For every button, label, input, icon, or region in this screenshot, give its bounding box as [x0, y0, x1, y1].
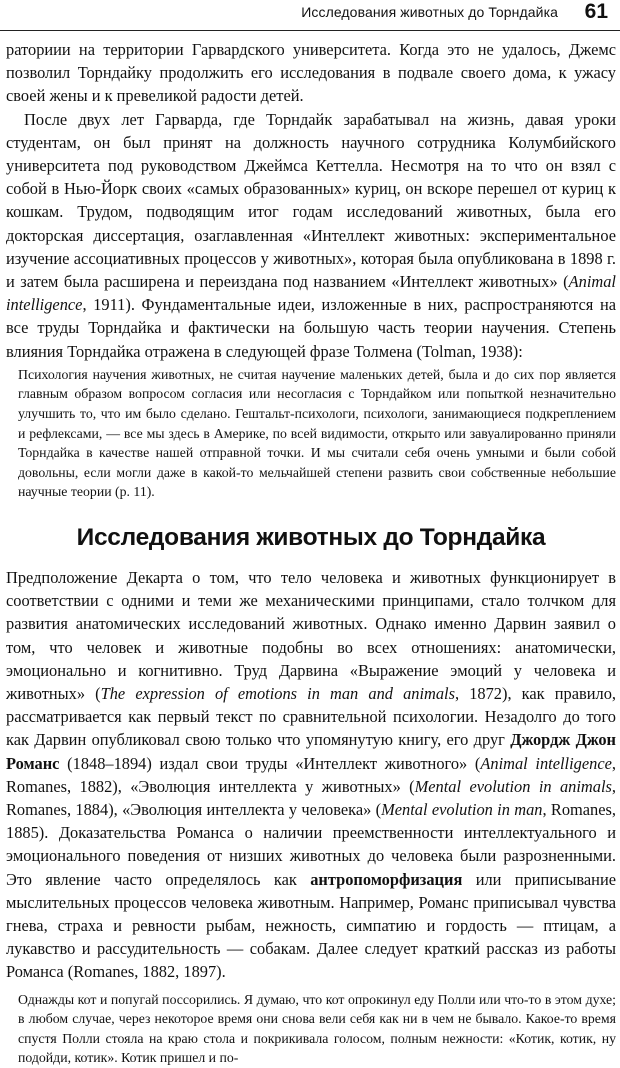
paragraph-text: , Romanes, 1884), «Эволюция интеллекта у человека» (	[6, 776, 616, 820]
section-heading: Исследования животных до Торндайка	[76, 524, 546, 551]
page-body	[6, 38, 616, 1068]
paragraph-text: , 1872), как правило, рассматривается как первый текст по сравнительной психологии. Незадолго до того как Дарвин опубликовал свою только что упомянутую книгу, его друг	[6, 684, 616, 750]
italic-title: Animal intelligence	[480, 753, 612, 773]
paragraph-text: , 1911). Фундаментальные идеи, изложенные в них, распространяются на все труды Торндайка и фактически на большую часть теории научения. Степень влияния Торндайка отражена в следующей фразе Толмена (Tolman, 1938):	[6, 295, 616, 361]
running-header-title: Исследования животных до Торндайка	[301, 4, 558, 20]
italic-title: Mental evolution in man	[381, 800, 543, 820]
paragraph-continuation: раториии на территории Гарвардского университета. Когда это не удалось, Джемс позволил Торндайку продолжить его исследования в подвале своего дома, к ужасу своей жены и к превеликой радости детей.	[6, 40, 616, 106]
paragraph-columbia	[6, 108, 616, 363]
italic-title: Animal intelligence	[6, 272, 616, 315]
paragraph-text: или приписывание мыслительных процессов человека животным. Например, Романс приписывал чувства гнева, страха и ревности рыбам, нежность, симпатию и гордость — птицам, а лукавство и рассудительность — собакам. Далее следует краткий рассказ из работы Романса (Romanes, 1882, 1897).	[6, 869, 616, 982]
block-quote-tolman: Психология научения животных, не считая научение маленьких детей, была и до сих пор является главным образом вопросом согласия или несогласия с Торндайком или попыткой незначительно улучшить то, что им было сделано. Гештальт-психологи, психологи, занимающиеся подкреплением и рефлексами, — все мы здесь в Америке, по всей видимости, открыто или завуалированно приняли Торндайка в качестве нашей отправной точки. И мы считали себя очень умными и были собой довольны, если могли даже в какой-то мельчайшей степени развить свои собственные небольшие научные теории (p. 11).	[18, 366, 616, 500]
page-number: 61	[584, 0, 608, 23]
bold-term: антропоморфизация	[310, 869, 463, 889]
italic-title: Mental evolution in animals	[414, 776, 612, 796]
paragraph-text: , Romanes, 1885). Доказательства Романса о наличии преемственности интеллектуального и эмоционального поведения от низших животных до человека были разрозненными. Это явление часто определялось как	[6, 800, 616, 889]
paragraph-text: (1848–1894) издал свои труды «Интеллект животного» (	[59, 753, 481, 773]
running-header	[0, 0, 620, 31]
italic-title: The expression of emotions in man and animals	[100, 684, 455, 704]
paragraph-text: После двух лет Гарварда, где Торндайк зарабатывал на жизнь, давая уроки студентам, он был принят на должность научного сотрудника Колумбийского университета под руководством Джеймса Кеттелла. Несмотря на то что он взял с собой в Нью-Йорк своих «самых образованных» куриц, он вскоре перешел от куриц к кошкам. Трудом, подводящим итог годам исследований животных, была его докторская диссертация, озаглавленная «Интеллект животных: экспериментальное изучение ассоциативных процессов у животных», которая была опубликована в 1898 г. и затем была расширена и переиздана под названием «Интеллект животных» (	[6, 109, 616, 292]
paragraph-text: , Romanes, 1882), «Эволюция интеллекта у животных» (	[6, 753, 616, 796]
bold-name: Джордж Джон Романс	[6, 730, 616, 773]
block-quote-romanes: Однажды кот и попугай поссорились. Я думаю, что кот опрокинул еду Полли или что-то в этом духе; в любом случае, через некоторое время они снова вели себя как ни в чем не бывало. Какое-то время спустя Полли стояла на краю стола и покрикивала голосом, полным нежности: «Котик, котик, ну подойди, котик». Котик пришел и по-	[18, 991, 616, 1066]
paragraph-darwin-romanes	[6, 566, 616, 984]
paragraph-text: Предположение Декарта о том, что тело человека и животных функционирует в соответствии с одними и теми же механическими принципами, стало толчком для развития анатомических исследований животных. Однако именно Дарвин заявил о том, что человек и животные подобны во всех отношениях: анатомически, эмоционально и когнитивно. Труд Дарвина «Выражение эмоций у человека и животных» (	[6, 568, 616, 704]
